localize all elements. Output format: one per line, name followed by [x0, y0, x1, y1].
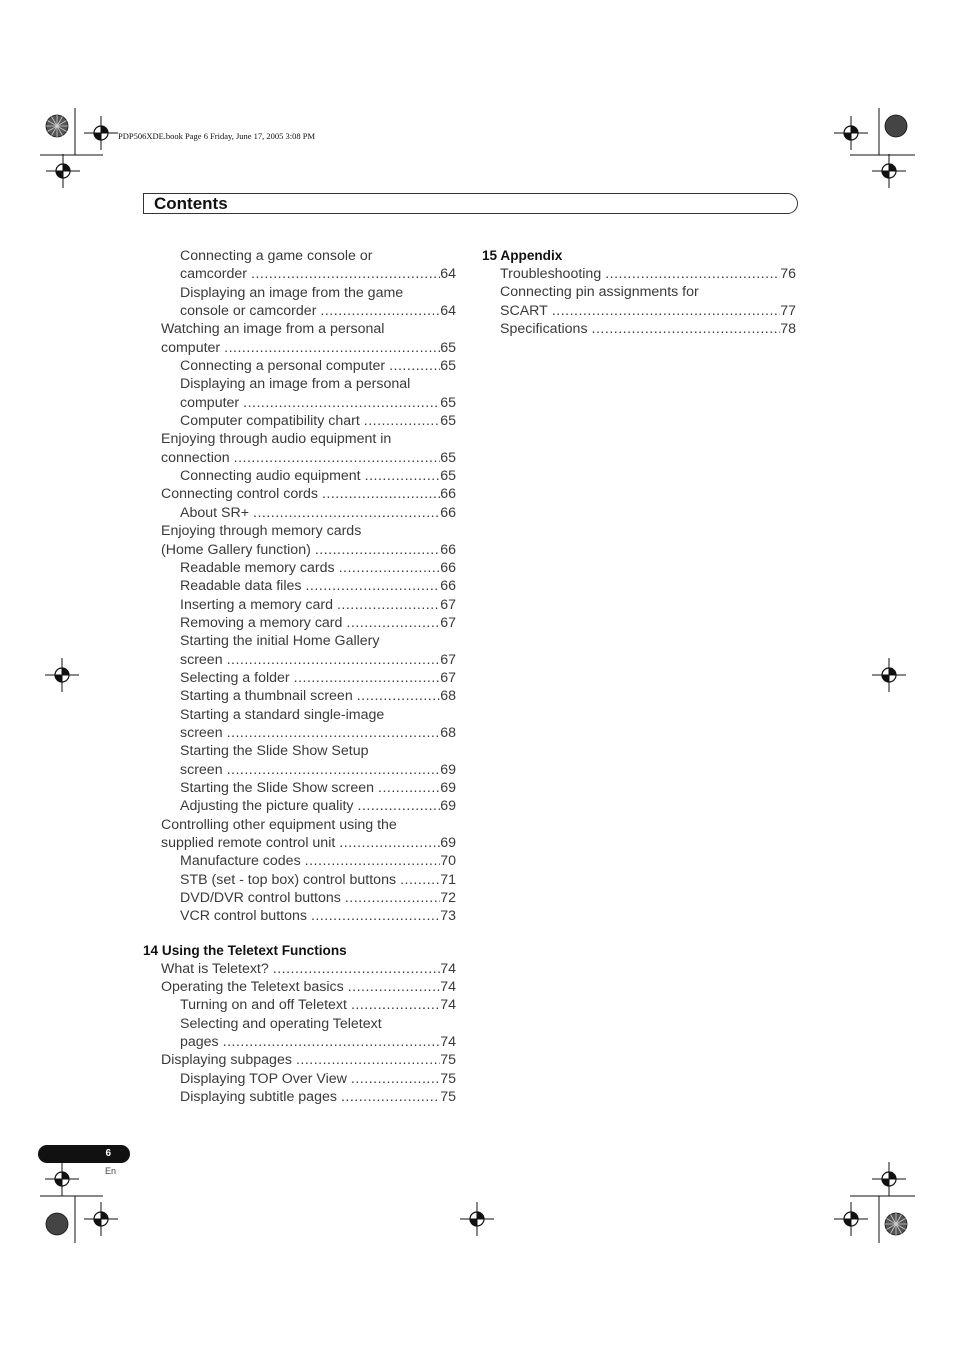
toc-entry-text: Connecting a game console or [180, 248, 373, 264]
toc-page-number: 67 [440, 669, 456, 686]
toc-page-number: 66 [440, 578, 456, 595]
toc-leader-dots [273, 960, 440, 978]
toc-leader-dots [358, 797, 441, 815]
toc-page-number: 77 [780, 302, 796, 319]
section-gap [143, 926, 456, 942]
language-code: En [105, 1166, 117, 1176]
toc-leader-dots [294, 669, 441, 687]
toc-entry-text: STB (set - top box) control buttons [180, 871, 397, 888]
page-title: Contents [154, 194, 228, 213]
toc-entry-text: Displaying TOP Over View [180, 1070, 347, 1087]
toc-entry [143, 1033, 456, 1051]
toc-page-number: 66 [440, 541, 456, 558]
toc-leader-dots [351, 1070, 440, 1088]
toc-page-number: 70 [440, 853, 456, 870]
toc-entry [143, 265, 456, 283]
toc-entry-text: Connecting pin assignments for [500, 284, 699, 301]
toc-entry [143, 284, 456, 302]
toc-leader-dots [251, 265, 440, 283]
toc-entry-text: What is Teletext? [161, 960, 269, 977]
toc-page-number: 66 [440, 559, 456, 576]
toc-leader-dots [351, 996, 440, 1014]
toc-entry [143, 430, 456, 448]
toc-entry [143, 394, 456, 412]
toc-entry-text: Connecting control cords [161, 486, 318, 503]
toc-entry-text: Selecting a folder [180, 669, 290, 686]
toc-entry-text: Manufacture codes [180, 853, 301, 870]
toc-entry-text: VCR control buttons [180, 908, 307, 925]
toc-leader-dots [341, 1088, 440, 1106]
toc-entries-section-14 [143, 960, 456, 1107]
toc-entry-text: Enjoying through audio equipment in [161, 431, 392, 448]
toc-entry [143, 247, 456, 265]
toc-page-number: 64 [440, 303, 456, 320]
toc-page-number: 64 [440, 266, 456, 283]
toc-page-number: 76 [780, 266, 796, 282]
toc-leader-dots [348, 978, 441, 996]
toc-entry [482, 283, 796, 301]
toc-leader-dots [305, 852, 441, 870]
toc-leader-dots [400, 871, 440, 889]
toc-entry-text: Connecting audio equipment [180, 468, 361, 485]
toc-entry [143, 996, 456, 1014]
toc-entry [143, 357, 456, 375]
toc-entry-text: Selecting and operating Teletext [180, 1015, 382, 1032]
toc-page-number: 67 [440, 614, 456, 631]
toc-entry [143, 522, 456, 540]
toc-entry-text: SCART [500, 302, 548, 319]
toc-page-number: 66 [440, 486, 456, 503]
toc-entry-text: Adjusting the picture quality [180, 798, 354, 815]
toc-entry [143, 1088, 456, 1106]
toc-entry [143, 960, 456, 978]
page-number: 6 [105, 1148, 111, 1159]
toc-column-left [143, 247, 456, 1106]
toc-entry-text: Displaying subtitle pages [180, 1089, 337, 1106]
toc-leader-dots [592, 320, 781, 338]
toc-leader-dots [296, 1051, 440, 1069]
toc-entry-text: Starting the initial Home Gallery [180, 633, 380, 650]
toc-entry-text: Starting a thumbnail screen [180, 688, 353, 705]
toc-entry [143, 834, 456, 852]
toc-entry-text: Specifications [500, 321, 588, 338]
toc-page-number: 75 [440, 1070, 456, 1087]
toc-leader-dots [224, 339, 440, 357]
toc-entry-text: console or camcorder [180, 303, 317, 320]
toc-page-number: 65 [440, 358, 456, 375]
toc-page-number: 74 [440, 997, 456, 1014]
toc-leader-dots [605, 265, 780, 283]
toc-entry [143, 651, 456, 669]
toc-leader-dots [346, 614, 440, 632]
toc-page-number: 69 [440, 798, 456, 815]
toc-entry-text: screen [180, 651, 223, 668]
toc-entry [143, 907, 456, 925]
toc-entry [143, 614, 456, 632]
toc-page-number: 72 [440, 890, 456, 907]
toc-entry [143, 412, 456, 430]
toc-entry [143, 978, 456, 996]
toc-entry [143, 852, 456, 870]
toc-page-number: 75 [440, 1089, 456, 1106]
toc-entry-text: Turning on and off Teletext [180, 997, 347, 1014]
toc-leader-dots [357, 687, 441, 705]
toc-page-number: 65 [440, 468, 456, 485]
toc-entry [143, 742, 456, 760]
toc-entry-text: Readable data files [180, 578, 302, 595]
toc-entry [143, 779, 456, 797]
toc-entry [143, 761, 456, 779]
toc-leader-dots [378, 779, 440, 797]
toc-entry-text: screen [180, 724, 223, 741]
toc-leader-dots [339, 834, 440, 852]
toc-entry [143, 596, 456, 614]
toc-entry-text: Displaying an image from the game [180, 284, 404, 301]
contents-header-bar [143, 193, 798, 214]
toc-page-number: 65 [440, 413, 456, 430]
toc-leader-dots [345, 889, 440, 907]
toc-entry [143, 816, 456, 834]
toc-entry-text: Readable memory cards [180, 559, 335, 576]
file-info-line: PDP506XDE.book Page 6 Friday, June 17, 2005 3:08 PM [118, 131, 316, 141]
toc-page-number: 68 [440, 724, 456, 741]
toc-entry-text: About SR+ [180, 504, 250, 521]
toc-entry-text: connection [161, 449, 230, 466]
toc-leader-dots [311, 907, 440, 925]
toc-page-number: 69 [440, 835, 456, 851]
toc-page-number: 65 [440, 394, 456, 411]
toc-column-right [482, 247, 796, 338]
toc-page-number: 67 [440, 596, 456, 613]
toc-entry [143, 687, 456, 705]
toc-page-number: 73 [440, 908, 456, 925]
toc-entry-text: Inserting a memory card [180, 596, 333, 613]
toc-leader-dots [253, 504, 440, 522]
section-heading-15: 15 Appendix [482, 248, 563, 263]
toc-leader-dots [339, 559, 441, 577]
toc-page-number: 74 [440, 979, 456, 996]
toc-page-number: 78 [780, 321, 796, 338]
toc-entry-text: Computer compatibility chart [180, 413, 360, 430]
toc-leader-dots [389, 357, 440, 375]
toc-leader-dots [234, 449, 441, 467]
toc-entry [143, 504, 456, 522]
toc-page-number: 74 [440, 1034, 456, 1051]
toc-leader-dots [337, 596, 440, 614]
toc-entry-text: Operating the Teletext basics [161, 979, 344, 996]
toc-page-number: 71 [440, 871, 456, 888]
toc-entry-text: pages [180, 1034, 219, 1051]
toc-entry-text: Connecting a personal computer [180, 358, 386, 375]
page-number-tab [38, 1145, 130, 1163]
toc-page-number: 69 [440, 761, 456, 778]
toc-entry [143, 724, 456, 742]
toc-entry [482, 320, 796, 338]
toc-entry [143, 889, 456, 907]
toc-entry [143, 339, 456, 357]
toc-entry [143, 1051, 456, 1069]
toc-entry [143, 302, 456, 320]
toc-entry [143, 1015, 456, 1033]
toc-leader-dots [320, 302, 440, 320]
toc-entry-text: Displaying subpages [161, 1052, 292, 1069]
toc-entry [143, 449, 456, 467]
toc-entry-text: Troubleshooting [500, 266, 602, 282]
toc-page-number: 69 [440, 779, 456, 796]
toc-leader-dots [227, 761, 441, 779]
toc-entry-text: Enjoying through memory cards [161, 523, 362, 540]
toc-entry-text: Starting a standard single-image [180, 706, 385, 723]
toc-page-number: 67 [440, 651, 456, 668]
toc-entries-continued [143, 247, 456, 926]
toc-entry-text: Controlling other equipment using the [161, 816, 397, 833]
toc-leader-dots [223, 1033, 441, 1051]
toc-page-number: 75 [440, 1052, 456, 1069]
toc-leader-dots [315, 541, 440, 559]
toc-leader-dots [227, 724, 441, 742]
toc-entry-text: Displaying an image from a personal [180, 376, 411, 393]
toc-page-number: 74 [440, 960, 456, 977]
toc-entry-text: (Home Gallery function) [161, 541, 311, 558]
toc-page-number: 68 [440, 688, 456, 705]
toc-entry [143, 577, 456, 595]
section-heading-14: 14 Using the Teletext Functions [143, 942, 347, 958]
toc-entries-section-15 [482, 265, 796, 338]
toc-entry [143, 632, 456, 650]
toc-entry-text: screen [180, 761, 223, 778]
toc-entry [143, 1070, 456, 1088]
toc-leader-dots [227, 651, 441, 669]
toc-entry [143, 485, 456, 503]
toc-page-number: 66 [440, 504, 456, 521]
toc-entry [482, 265, 796, 283]
toc-entry [143, 706, 456, 724]
toc-entry [143, 320, 456, 338]
toc-leader-dots [552, 302, 780, 320]
toc-entry [143, 669, 456, 687]
toc-entry-text: camcorder [180, 266, 248, 283]
toc-entry-text: Watching an image from a personal [161, 321, 385, 338]
toc-entry [143, 541, 456, 559]
toc-leader-dots [365, 467, 441, 485]
toc-entry [143, 559, 456, 577]
toc-entry-text: Removing a memory card [180, 614, 343, 631]
toc-entry-text: DVD/DVR control buttons [180, 890, 341, 907]
toc-entry-text: computer [180, 394, 240, 411]
toc-entry [143, 797, 456, 815]
toc-entry [143, 871, 456, 889]
toc-entry-text: Starting the Slide Show Setup [180, 743, 369, 760]
toc-leader-dots [364, 412, 440, 430]
toc-entry [482, 302, 796, 320]
toc-page-number: 65 [440, 449, 456, 466]
toc-entry-text: Starting the Slide Show screen [180, 779, 375, 796]
toc-page-number: 65 [440, 339, 456, 356]
toc-entry-text: supplied remote control unit [161, 835, 336, 851]
toc-entry [143, 467, 456, 485]
toc-leader-dots [322, 485, 440, 503]
toc-leader-dots [305, 577, 440, 595]
toc-leader-dots [243, 394, 440, 412]
toc-entry-text: computer [161, 339, 221, 356]
toc-entry [143, 375, 456, 393]
